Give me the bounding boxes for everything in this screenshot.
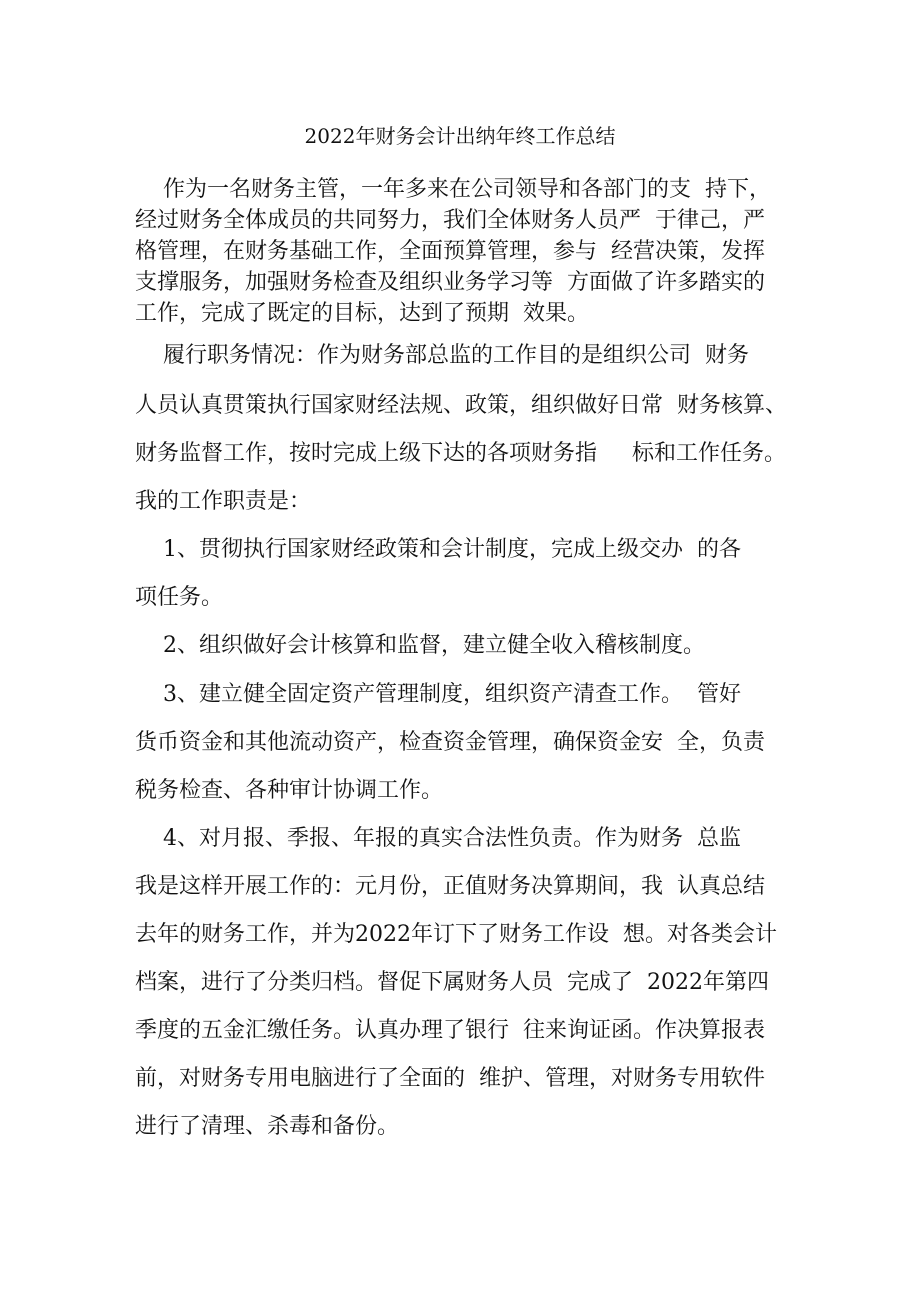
text-line-18: 去年的财务工作，并为2022年订下了财务工作设 想。对各类会计: [135, 922, 777, 947]
text-line-7: 人员认真贯策执行国家财经法规、政策，组织做好日常 财务核算、: [135, 393, 787, 418]
text-line-9: 我的工作职责是：: [135, 489, 312, 514]
text-line-2: 经过财务全体成员的共同努力，我们全体财务人员严 于律己，严: [135, 208, 765, 233]
text-line-5: 工作，完成了既定的目标，达到了预期 效果。: [135, 301, 589, 326]
text-line-4: 支撑服务，加强财务检查及组织业务学习等 方面做了许多踏实的: [135, 270, 765, 295]
text-line-17: 我是这样开展工作的：元月份，正值财务决算期间，我 认真总结: [135, 874, 765, 899]
text-line-16: 4、对月报、季报、年报的真实合法性负责。作为财务 总监: [135, 826, 741, 851]
text-line-19: 档案，进行了分类归档。督促下属财务人员 完成了 2022年第四: [135, 970, 769, 995]
text-line-12: 2、组织做好会计核算和监督，建立健全收入稽核制度。: [135, 633, 705, 658]
text-line-22: 进行了清理、杀毒和备份。: [135, 1114, 400, 1139]
text-line-15: 税务检查、各种审计协调工作。: [135, 778, 444, 803]
text-line-10: 1、贯彻执行国家财经政策和会计制度，完成上级交办 的各: [135, 537, 741, 562]
text-line-8: 财务监督工作，按时完成上级下达的各项财务指 标和工作任务。: [135, 441, 786, 466]
text-line-21: 前，对财务专用电脑进行了全面的 维护、管理，对财务专用软件: [135, 1066, 765, 1091]
text-line-13: 3、建立健全固定资产管理制度，组织资产清查工作。 管好: [135, 682, 741, 707]
text-line-1: 作为一名财务主管，一年多来在公司领导和各部门的支 持下，: [135, 177, 771, 202]
text-line-3: 格管理，在财务基础工作，全面预算管理，参与 经营决策，发挥: [135, 239, 765, 264]
text-line-20: 季度的五金汇缴任务。认真办理了银行 往来询证函。作决算报表: [135, 1018, 765, 1043]
document-title: 2022年财务会计出纳年终工作总结: [304, 124, 616, 148]
text-line-6: 履行职务情况：作为财务部总监的工作目的是组织公司 财务: [135, 343, 749, 368]
text-line-11: 项任务。: [135, 585, 224, 610]
text-line-14: 货币资金和其他流动资产，检查资金管理，确保资金安 全，负责: [135, 730, 765, 755]
